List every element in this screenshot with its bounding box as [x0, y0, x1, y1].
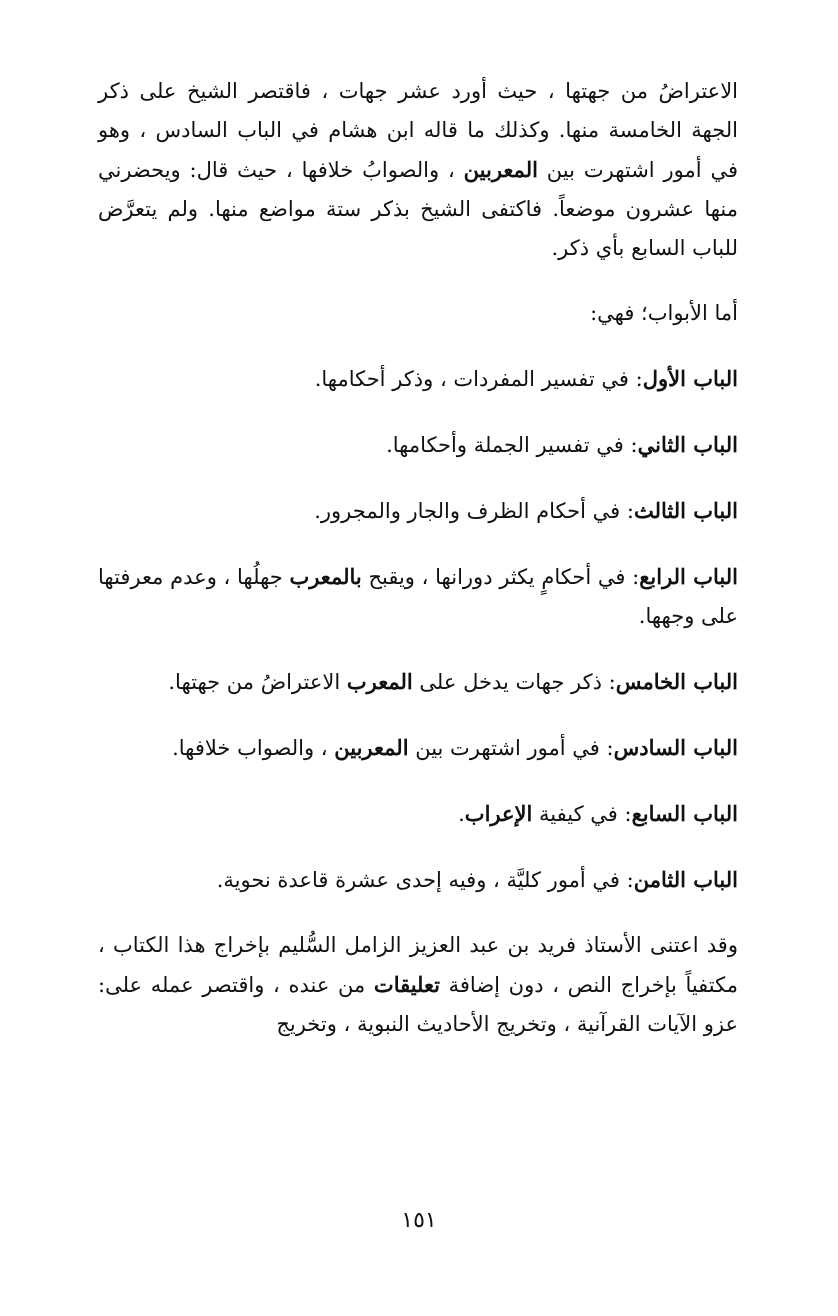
chapter-label: الباب الخامس — [615, 669, 738, 694]
closing-paragraph — [98, 926, 738, 1044]
chapter-label: الباب الرابع — [639, 564, 738, 589]
chapter-7 — [98, 794, 738, 834]
intro-bold-term: المعربين — [463, 157, 538, 182]
chapter-colon: : — [599, 736, 614, 760]
chapter-text: في تفسير المفردات ، وذكر أحكامها. — [314, 367, 629, 391]
chapter-colon: : — [617, 802, 632, 826]
chapter-text-after: . — [458, 802, 465, 826]
chapter-text-before: في كيفية — [532, 802, 618, 826]
page-number: ١٥١ — [401, 1208, 437, 1233]
chapter-text-before: في أمور اشتهرت بين — [408, 736, 600, 760]
chapter-colon: : — [623, 433, 638, 457]
chapter-label: الباب السابع — [631, 801, 738, 826]
chapter-label: الباب الثالث — [633, 498, 738, 523]
chapter-colon: : — [628, 367, 643, 391]
chapter-bold-term: بالمعرب — [289, 564, 362, 589]
chapter-4 — [98, 557, 738, 636]
chapter-6 — [98, 728, 738, 768]
chapter-colon: : — [625, 565, 640, 589]
chapter-label: الباب الأول — [642, 366, 738, 391]
chapter-3 — [98, 491, 738, 531]
chapter-bold-term: المعرب — [346, 669, 413, 694]
chapter-text-after: الاعتراضُ من جهتها. — [168, 670, 347, 694]
section-heading: أما الأبواب؛ فهي: — [590, 301, 738, 325]
chapter-bold-term: الإعراب — [464, 801, 533, 826]
closing-text-1: وقد اعتنى الأستاذ فريد بن عبد العزيز الزامل السُّليم بإخراج هذا الكتاب ، مكتفياً بإخراج النص ، دون إضافة — [98, 933, 738, 997]
chapter-text-before: ذكر جهات يدخل على — [412, 670, 602, 694]
chapter-5 — [98, 662, 738, 702]
chapter-text: في أحكام الظرف والجار والمجرور. — [314, 499, 621, 523]
chapter-label: الباب السادس — [613, 735, 738, 760]
chapter-8 — [98, 860, 738, 900]
page-body — [98, 72, 738, 1044]
chapter-text: في أمور كليَّة ، وفيه إحدى عشرة قاعدة نحوية. — [216, 868, 620, 892]
chapter-label: الباب الثاني — [637, 432, 738, 457]
closing-bold-term: تعليقات — [373, 972, 440, 997]
chapter-text: في تفسير الجملة وأحكامها. — [386, 433, 624, 457]
intro-text-1: الاعتراضُ من جهتها ، حيث أورد عشر جهات ، فاقتصر الشيخ على ذكر الجهة الخامسة منها. وكذلك ما قاله ابن هشام في الباب السادس ، وهو في أمور اشتهرت بين — [98, 79, 738, 182]
chapter-colon: : — [620, 499, 634, 523]
chapter-text-after: ، والصواب خلافها. — [172, 736, 335, 760]
intro-paragraph — [98, 72, 738, 268]
chapter-1 — [98, 359, 738, 399]
chapter-2 — [98, 425, 738, 465]
chapter-colon: : — [619, 868, 634, 892]
chapter-colon: : — [601, 670, 616, 694]
chapter-label: الباب الثامن — [633, 867, 738, 892]
intro-text-2: ، والصوابُ خلافها ، حيث قال: ويحضرني منها عشرون موضعاً. فاكتفى الشيخ بذكر ستة مواضع منها. ولم يتعرَّض للباب السابع بأي ذكر. — [98, 158, 738, 260]
chapter-text-before: في أحكامٍ يكثر دورانها ، ويقبح — [361, 565, 626, 589]
closing-text-2: من عنده ، واقتصر عمله على: عزو الآيات القرآنية ، وتخريج الأحاديث النبوية ، وتخريج — [98, 973, 738, 1036]
chapter-bold-term: المعربين — [334, 735, 409, 760]
chapter-text-after: جهلُها ، وعدم معرفتها على وجهها. — [98, 565, 738, 628]
